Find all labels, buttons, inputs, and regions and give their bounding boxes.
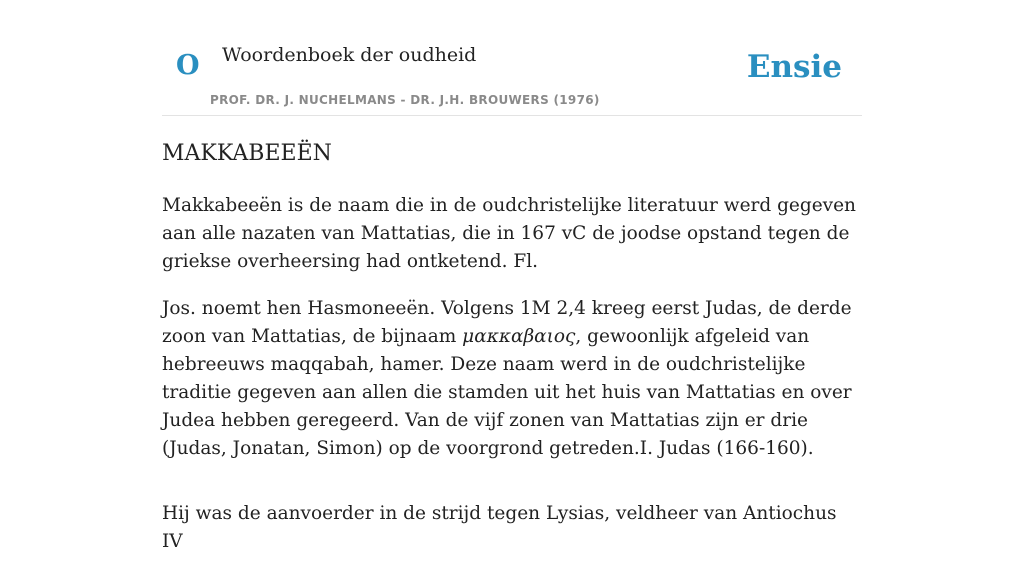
article-title: MAKKABEEËN: [162, 141, 332, 166]
book-author: PROF. DR. J. NUCHELMANS - DR. J.H. BROUWERS (1976): [210, 93, 600, 107]
paragraph-2-text-end: , gewoonlijk afgeleid van hebreeuws maqqabah, hamer. Deze naam werd in de oudchristelijke traditie gegeven aan allen die stamden uit het huis van Mattatias en over Judea hebben geregeerd. Van de vijf zonen van Mattatias zijn er drie (Judas, Jonatan, Simon) op de voorgrond getreden.I. Judas (166-160).: [162, 326, 852, 459]
article: [162, 138, 862, 575]
paragraph-2-text-start: Jos. noemt hen Hasmoneeën. Volgens 1M 2,4 kreeg eerst Judas, de derde zoon van Mattatias, de bijnaam: [162, 298, 852, 347]
article-paragraph-2: [162, 295, 862, 463]
ensie-logo[interactable]: Ensie: [746, 49, 842, 85]
article-paragraph-1: Makkabeeën is de naam die in de oudchristelijke literatuur werd gegeven aan alle nazaten van Mattatias, die in 167 vC de joodse opstand tegen de griekse overheersing had ontketend. Fl.: [162, 195, 856, 272]
article-paragraph-3: Hij was de aanvoerder in de strijd tegen Lysias, veldheer van Antiochus IV: [162, 503, 837, 552]
greek-word: μακκαβαιος: [462, 326, 576, 347]
book-title-link[interactable]: Woordenboek der oudheid: [222, 44, 477, 66]
book-header: [162, 0, 862, 116]
book-letter-link[interactable]: O: [176, 50, 200, 81]
